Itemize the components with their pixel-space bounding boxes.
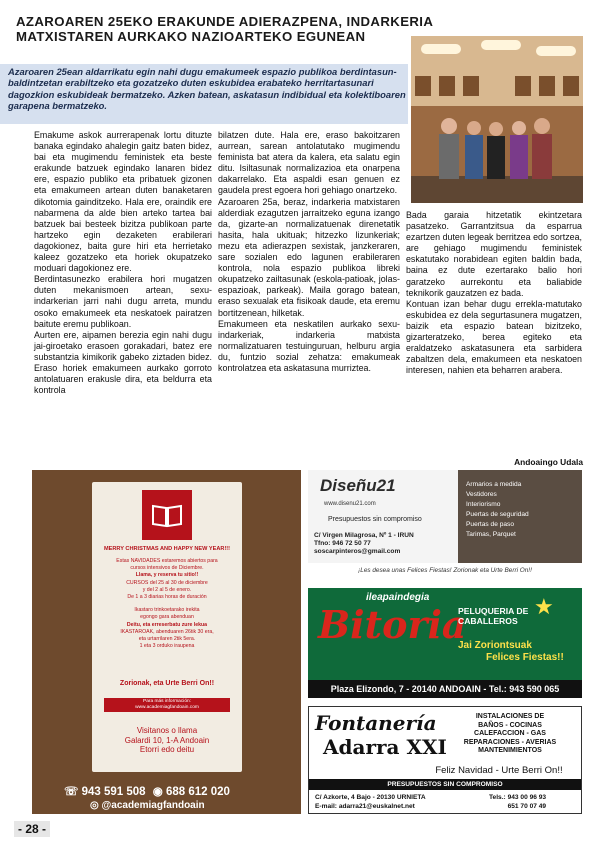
ad-fontaneria-services	[441, 713, 579, 756]
ad-line: Llama, y reserva tu sitio!!	[135, 572, 199, 579]
service-item: Vestidores	[466, 491, 497, 498]
ad-academia-phone2[interactable]: 688 612 020	[166, 786, 230, 798]
ad-disenu21-contact	[314, 532, 414, 556]
ad-line: Deitu, eta erreserbatu zure lekua	[126, 621, 208, 628]
ad-academia-phone1[interactable]: 943 591 508	[81, 786, 146, 798]
ad-bitoria	[308, 588, 582, 698]
article-signature: Andoaingo Udala	[514, 457, 583, 467]
ad-line: y del 2 al 5 de enero.	[142, 586, 192, 593]
star-icon: ★	[534, 594, 554, 619]
article-title-line1: AZAROAREN 25EKO ERAKUNDE ADIERAZPENA, INDARKERIA	[16, 14, 434, 29]
service-item: Tarimas, Parquet	[466, 531, 516, 538]
ad-line: eta urtarrilaren 2tik 5era.	[138, 636, 196, 643]
service-item: BAÑOS - COCINAS	[478, 721, 542, 729]
service-item: Puertas de paso	[466, 521, 515, 528]
page-number: - 28 -	[14, 821, 50, 837]
ad-fontaneria-logo2: Adarra XXI	[323, 735, 447, 759]
ad-fontaneria-budget: PRESUPUESTOS SIN COMPROMISO	[309, 779, 581, 790]
ad-line: Ikastaro trinkoetarako irekita	[134, 607, 200, 614]
ad-line: IKASTAROAK, abenduaren 26tik 30 era,	[120, 628, 214, 635]
ad-academia-info	[104, 698, 230, 712]
ad-academia-phones	[64, 784, 230, 798]
paragraph: bilatzen dute. Hala ere, eraso bakoitzaren aurrean, sarean antolatutako mugimendu feminista bat atera da kalera, eta salatu egin ditu. Isiltasunak normalizazioa eta onarpena dakarrelako. Eta aspaldi esan genuen ez gaudela prest egoera hori gehiago onartzeko.	[218, 130, 400, 196]
ad-info-label: Para más información:	[143, 699, 191, 704]
paragraph: Bada garaia hitzetatik ekintzetara pasatzeko. Garrantzitsua da esparrua ezartzen duten legeak berritzea edo sortzea, are gehiago mugimendu feministek eskatutako norabidean egiten baldin bada, baina ez dute ezertarako balio hori garatzeko aurrekontu eta baliabide teknikorik gauzatzen ez bada.	[406, 210, 582, 298]
paragraph: Berdintasunezko erabilera hori mugatzen duten mekanismoen artean, sexu-indarkerian jarri nahi dugu arreta, mundu osoko emakumeek eta neskatoek pairatzen baitute eremu publikoan.	[34, 274, 212, 329]
ad-line: De 1 a 3 diarias horas de duración	[127, 594, 207, 601]
article-column-3	[406, 210, 582, 376]
article-lead: Azaroaren 25ean aldarrikatu egin nahi dugu emakumeek espazio publikoa berdintasun-baldintzetan erabiltzeko eta gozatzeko duten eskubidea erabateko herritartasunari dagozkion eskubideak bermatzeko. Azken batean, askatasun indibidual eta kolektiboaren garapena bermatzeko.	[8, 66, 406, 111]
ad-line: Felices Fiestas!!	[486, 652, 564, 663]
ad-bitoria-greeting	[458, 640, 564, 664]
instagram-icon: ◎	[90, 800, 99, 811]
ad-fontaneria-logo1: Fontanería	[315, 711, 437, 735]
ad-disenu21-services	[466, 480, 529, 540]
ad-disenu21-web[interactable]: www.disenu21.com	[324, 501, 376, 507]
ad-academia-visit	[94, 726, 240, 755]
ad-line: egongo gara abenduan	[140, 614, 194, 621]
ad-fontaneria-greeting: Feliz Navidad - Urte Berri On!!	[435, 765, 563, 776]
ad-fontaneria	[308, 706, 582, 814]
ad-line: Estas NAVIDADES estaremos abiertos para	[116, 558, 218, 564]
ad-line: cursos intensivos de Diciembre.	[130, 565, 204, 572]
service-item: REPARACIONES - AVERIAS	[463, 738, 557, 746]
group-photo-illustration	[411, 36, 583, 203]
paragraph: Emakume askok aurrerapenak lortu dituzte banaka egindako ahalegin gaitz baten bidez, bai eta mugimendu feministek eta beste erakunde batzuek egindako lanaren bidez ere, espazio publiko eta pribatuek gizonen eta emakumeen artean duten banaketaren dikotomia gainditzeko. Hala ere, oraindik ere nabarmena da alde bien arteko tartea bai batzuek bai besteek bizitza publikoan parte hartzeko egin dezaketen erabilerari dagokionez, baita gure hiri eta herrietako kaleez gozatzeko eta horiek okupatzeko moduari dagokionez ere.	[34, 130, 212, 274]
ad-line[interactable]: soscarpinteros@gmail.com	[314, 548, 401, 555]
ad-academia-social-handle[interactable]: @academiagfandoain	[101, 800, 205, 811]
ad-academia-web[interactable]: www.academiagfandoain.com	[135, 705, 199, 710]
ad-academia-heading: MERRY CHRISTMAS AND HAPPY NEW YEAR!!!	[103, 546, 231, 552]
paragraph: Kontuan izan behar dugu errekla-matutako eskubidea ez dela segurtasunera mugatzen, baizik eta espazio batean bizitzeko, gizarteratzeko, berea egiteko eta eraldatzeko askatasunera eta sarbidera zabaltzen dela, emakumeen eta neskatoen interesen, nahien eta beharren arabera.	[406, 298, 582, 376]
ad-disenu21-logo: Diseñu21	[320, 476, 396, 495]
ad-academia-social	[90, 800, 205, 811]
phone-icon: ☏	[64, 786, 79, 798]
ad-academia-body	[94, 558, 240, 650]
ad-line: 1 eta 3 orduko iraupena	[139, 643, 195, 650]
ad-bitoria-logo: Bitoria	[318, 602, 467, 647]
whatsapp-icon: ◉	[152, 786, 163, 798]
service-item: Puertas de seguridad	[466, 511, 529, 518]
ad-line: Visitanos o llama	[136, 726, 198, 735]
ad-bitoria-address: Plaza Elizondo, 7 - 20140 ANDOAIN - Tel.: 943 590 065	[308, 680, 582, 698]
ad-line[interactable]: E-mail: adarra21@euskalnet.net	[315, 802, 415, 810]
ad-disenu21-budget: Presupuestos sin compromiso	[328, 516, 422, 523]
ad-bitoria-top: ileapaindegia	[366, 592, 430, 603]
book-icon	[142, 490, 192, 540]
ad-disenu21-greeting: ¡Les desea unas Felices Fiestas! Zorionak eta Urte Berri On!!	[308, 563, 582, 578]
ad-fontaneria-tels	[489, 794, 546, 811]
ad-line: Galardi 10, 1-A Andoain	[124, 735, 210, 745]
ad-bitoria-sub: PELUQUERIA DE CABALLEROS	[458, 606, 529, 626]
paragraph: Azaroaren 25a, beraz, indarkeria matxistaren alderdiak ezagutzen jarraitzeko eguna izango da, gizarte-an normalizatuenak direnetatik hasita, hala ukituak; hitzezko lizunkeriak; mezu eta adierazpen sexistak, janzkeraren, sare sozialen edo lagunen erabileraren kontrola, nola espazio publikoa libreki okupatzeko zailtasunak (eskola-patioak, jolas-espazioak, parkeak). Maila gorago batean, eraso sexualak eta fisikoak daude, eta eremu bortitzenean, hilketak.	[218, 196, 400, 318]
ad-fontaneria-tel2[interactable]: 651 70 07 49	[507, 802, 547, 810]
ad-line[interactable]: Tfno: 946 72 50 77	[314, 540, 371, 547]
ad-fontaneria-contact	[315, 794, 426, 811]
paragraph: Emakumeen eta neskatilen aurkako sexu-indarkeriak, indarkeria matxista normalizatuaren testuinguruan, helburu argia du, funtzio sozial zehatza: emakumeak kontrolatzea eta askatasuna murriztea.	[218, 318, 400, 373]
ad-line: C/ Virgen Milagrosa, Nº 1 - IRUN	[314, 532, 414, 539]
article-column-2	[218, 130, 400, 374]
service-item: MANTENIMIENTOS	[478, 747, 542, 755]
ad-fontaneria-tel1[interactable]: 943 00 96 93	[507, 794, 547, 801]
ad-line: CURSOS del 25 al 30 de diciembre	[126, 579, 208, 586]
ad-line: Jai Zoriontsuak	[458, 640, 532, 651]
article-column-1	[34, 130, 212, 396]
ad-line: Etorri edo deitu	[139, 745, 195, 754]
service-item: INSTALACIONES DE	[475, 713, 545, 720]
service-item: Armarios a medida	[466, 481, 522, 488]
paragraph: Aurten ere, aipamen berezia egin nahi dugu jai-giroetako erasoen gorakadari, batez ere substantzia kimikorik gabeko ziztaden bidez. Eraso horiek emakumeen aurkako gorroto antolatuaren erakusle dira, eta beldurra eta kontrola	[34, 329, 212, 396]
service-item: Interiorismo	[466, 501, 501, 508]
ad-line: C/ Azkorte, 4 Bajo - 20130 URNIETA	[315, 794, 426, 801]
ad-academia-greeting: Zorionak, eta Urte Berri On!!	[119, 680, 215, 687]
ad-disenu21	[308, 470, 582, 578]
article-photo	[411, 36, 583, 203]
service-item: CALEFACCION - GAS	[474, 730, 546, 738]
tel-label: Tels.:	[489, 794, 506, 801]
ad-academia	[32, 470, 301, 814]
article-title-line2: MATXISTAREN AURKAKO NAZIOARTEKO EGUNEAN	[16, 29, 366, 44]
